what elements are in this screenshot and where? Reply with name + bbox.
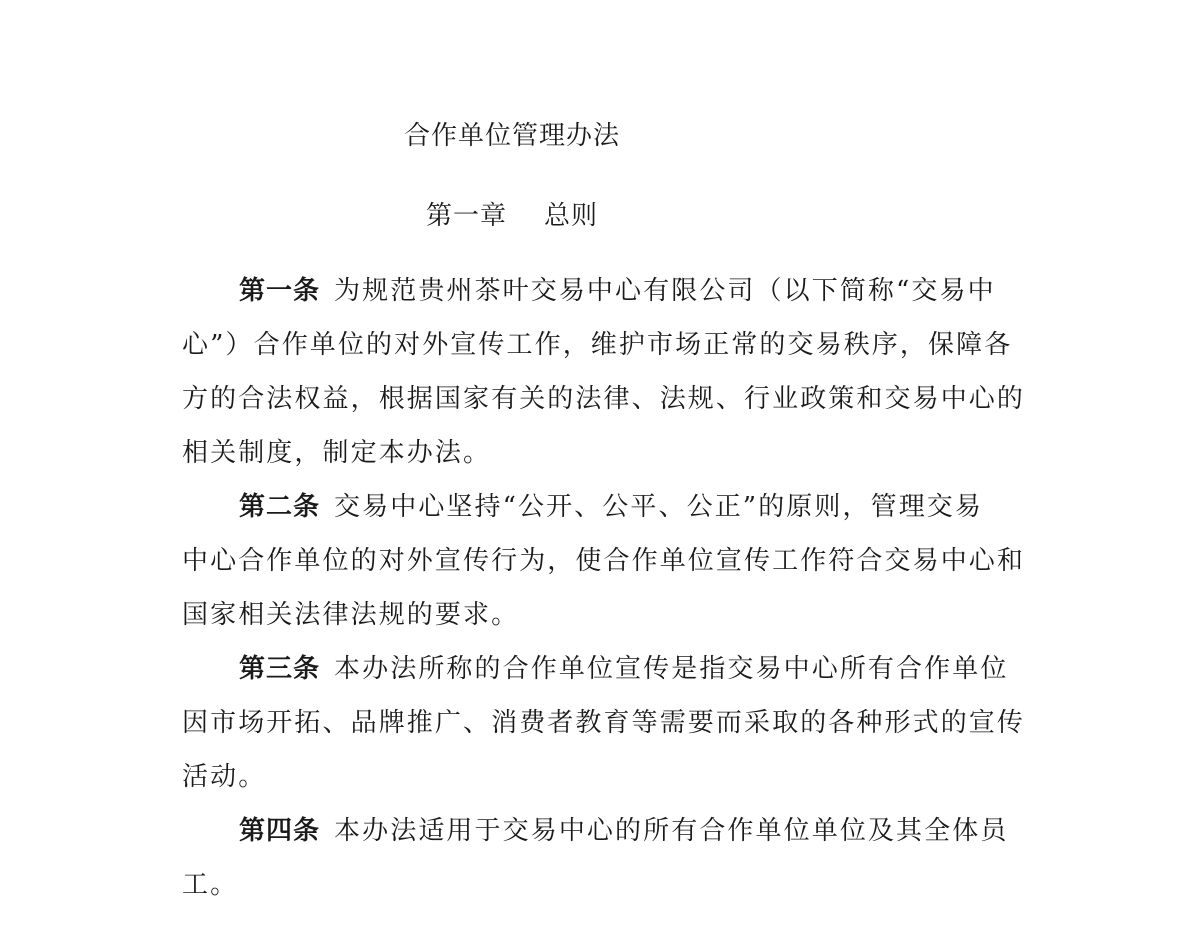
article-text-line: 相关制度，制定本办法。 [182,438,492,468]
article-1 [182,264,1026,480]
article-3 [182,642,1026,804]
article-text-line: 中心合作单位的对外宣传行为，使合作单位宣传工作符合交易中心和 [182,546,1026,576]
article-heading: 第一条 [239,276,321,306]
article-heading: 第四条 [239,816,321,846]
article-text-line: 方的合法权益，根据国家有关的法律、法规、行业政策和交易中心的 [182,384,1026,414]
article-text-line: 因市场开拓、品牌推广、消费者教育等需要而采取的各种形式的宣传 [182,708,1026,738]
article-text-line: 活动。 [182,762,267,792]
article-text-line: 为规范贵州茶叶交易中心有限公司（以下简称“交易中 [334,276,996,306]
article-text-line: 工。 [182,870,239,900]
article-heading: 第二条 [239,492,321,522]
article-4 [182,804,1018,912]
article-text-line: 本办法适用于交易中心的所有合作单位单位及其全体员 [334,816,1009,846]
article-heading: 第三条 [239,654,321,684]
article-list [182,264,1026,912]
document-title: 合作单位管理办法 [403,121,620,151]
article-text-line: 国家相关法律法规的要求。 [182,600,520,630]
chapter-heading: 第一章 总则 [425,201,599,231]
article-2 [182,480,1026,642]
article-text-line: 本办法所称的合作单位宣传是指交易中心所有合作单位 [334,654,1009,684]
article-text-line: 心”）合作单位的对外宣传工作，维护市场正常的交易秩序，保障各 [182,330,1013,360]
article-text-line: 交易中心坚持“公开、公平、公正”的原则，管理交易 [334,492,984,522]
